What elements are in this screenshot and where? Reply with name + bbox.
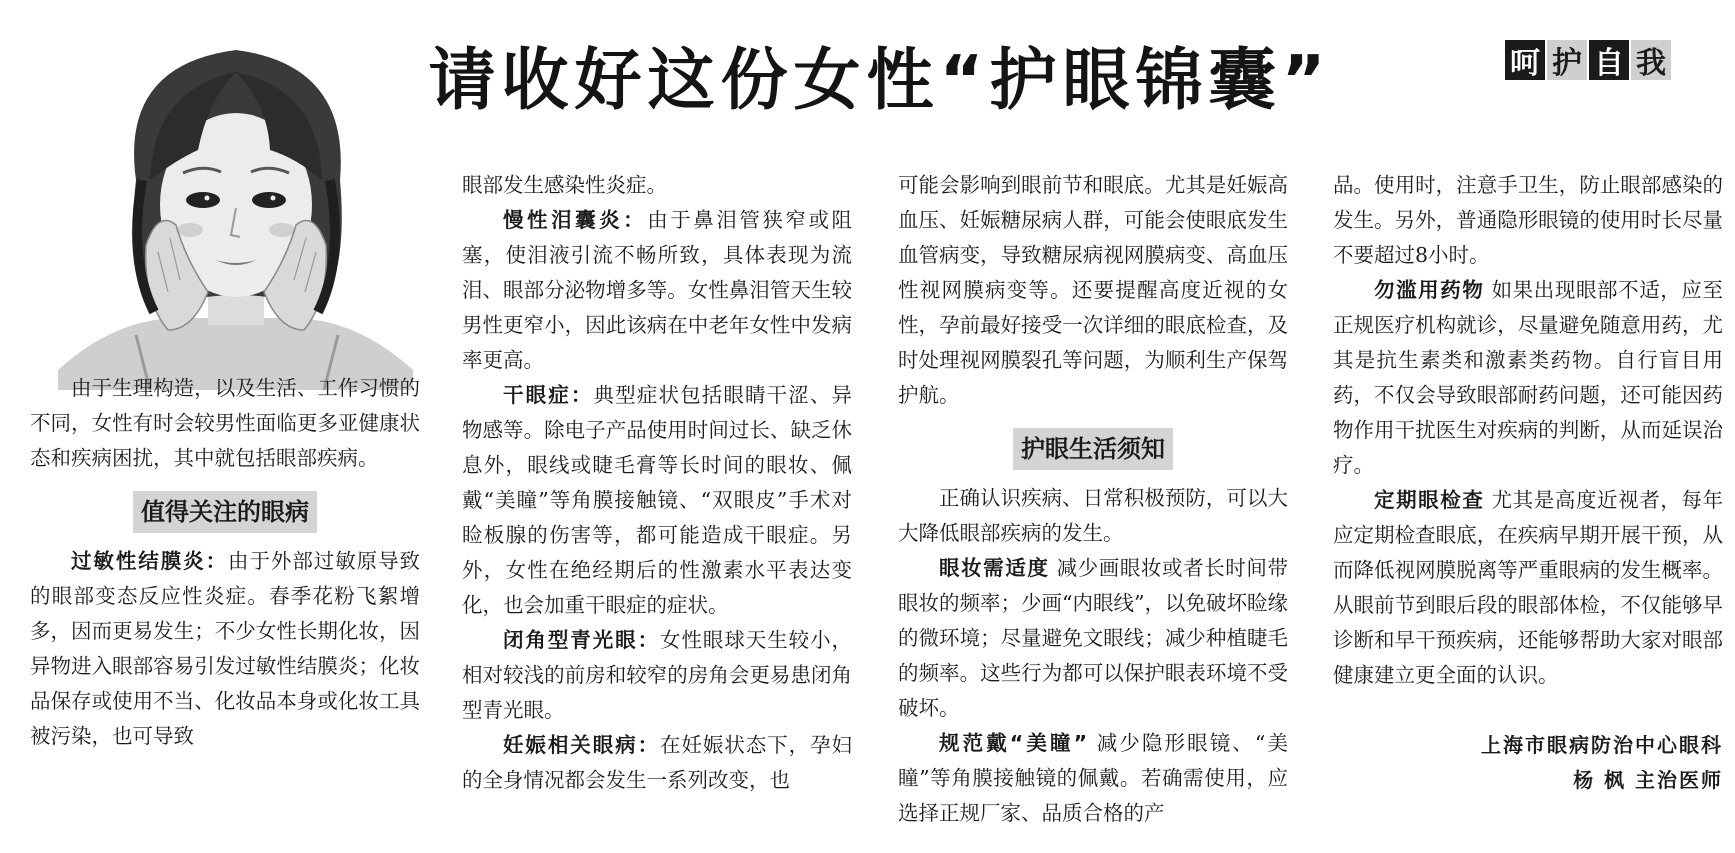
article-column-2	[462, 168, 852, 798]
term-makeup: 眼妆需适度	[939, 556, 1050, 580]
paragraph-contact-lens	[898, 726, 1288, 831]
paragraph-glaucoma	[462, 623, 852, 728]
term-medication: 勿滥用药物	[1374, 278, 1485, 302]
byline-author: 杨 枫 主治医师	[1573, 768, 1723, 792]
article-column-1	[30, 371, 420, 754]
paragraph-dacryocystitis	[462, 203, 852, 378]
term-dry-eye: 干眼症：	[503, 383, 594, 407]
column-tag-char: 我	[1631, 40, 1671, 80]
paragraph-dry-eye	[462, 378, 852, 623]
headline: 请收好这份女性“护眼锦囊”	[428, 41, 1332, 119]
byline-organization: 上海市眼病防治中心眼科	[1481, 733, 1723, 757]
section-heading-eye-care-tips: 护眼生活须知	[1013, 428, 1173, 470]
paragraph-continued: 品。使用时，注意手卫生，防止眼部感染的发生。另外，普通隐形眼镜的使用时长尽量不要超过8小时。	[1333, 173, 1723, 267]
text-checkup: 尤其是高度近视者，每年应定期检查眼底，在疾病早期开展干预，从而降低视网膜脱离等严重眼病的发生概率。从眼前节到眼后段的眼部体检，不仅能够早诊断和早干预疾病，还能够帮助大家对眼部健康建立更全面的认识。	[1333, 488, 1723, 687]
text-makeup: 减少画眼妆或者长时间带眼妆的频率；少画“内眼线”，以免破坏睑缘的微环境；尽量避免文眼线；减少种植睫毛的频率。这些行为都可以保护眼表环境不受破坏。	[898, 556, 1288, 720]
term-allergic-conjunctivitis: 过敏性结膜炎：	[71, 549, 229, 573]
text-contact-lens: 减少隐形眼镜、“美瞳”等角膜接触镜的佩戴。若确需使用，应选择正规厂家、品质合格的产	[898, 731, 1288, 825]
text-medication: 如果出现眼部不适，应至正规医疗机构就诊，尽量避免随意用药，尤其是抗生素类和激素类药物。自行盲目用药，不仅会导致眼部耐药问题，还可能因药物作用干扰医生对疾病的判断，从而延误治疗。	[1333, 278, 1723, 477]
column-tag-char: 呵	[1505, 40, 1545, 80]
term-contact-lens: 规范戴“美瞳”	[939, 731, 1089, 755]
paragraph-makeup	[898, 551, 1288, 726]
paragraph-continued: 眼部发生感染性炎症。	[462, 173, 667, 197]
section-heading-eye-diseases: 值得关注的眼病	[133, 491, 317, 533]
paragraph-lead: 正确认识疾病、日常积极预防，可以大大降低眼部疾病的发生。	[898, 486, 1288, 545]
term-checkup: 定期眼检查	[1374, 488, 1485, 512]
column-tag	[1505, 40, 1671, 80]
term-glaucoma: 闭角型青光眼：	[503, 628, 661, 652]
text-glaucoma: 女性眼球天生较小，相对较浅的前房和较窄的房角会更易患闭角型青光眼。	[462, 628, 853, 722]
text-dacryocystitis: 由于鼻泪管狭窄或阻塞，使泪液引流不畅所致，具体表现为流泪、眼部分泌物增多等。女性鼻泪管天生较男性更窄小，因此该病在中老年女性中发病率更高。	[462, 208, 853, 372]
intro-paragraph: 由于生理构造，以及生活、工作习惯的不同，女性有时会较男性面临更多亚健康状态和疾病困扰，其中就包括眼部疾病。	[30, 376, 420, 470]
column-tag-char: 护	[1547, 40, 1587, 80]
paragraph-medication	[1333, 273, 1723, 483]
woman-illustration	[58, 30, 413, 390]
paragraph-pregnancy	[462, 728, 852, 798]
text-allergic-conjunctivitis: 由于外部过敏原导致的眼部变态反应性炎症。春季花粉飞絮增多，因而更易发生；不少女性长期化妆，因异物进入眼部容易引发过敏性结膜炎；化妆品保存或使用不当、化妆品本身或化妆工具被污染，也可导致	[30, 549, 421, 748]
paragraph-continued: 可能会影响到眼前节和眼底。尤其是妊娠高血压、妊娠糖尿病人群，可能会使眼底发生血管病变，导致糖尿病视网膜病变、高血压性视网膜病变等。还要提醒高度近视的女性，孕前最好接受一次详细的眼底检查，及时处理视网膜裂孔等问题，为顺利生产保驾护航。	[898, 173, 1288, 407]
paragraph-checkup	[1333, 483, 1723, 693]
text-pregnancy: 在妊娠状态下，孕妇的全身情况都会发生一系列改变，也	[462, 733, 853, 792]
paragraph-allergic-conjunctivitis	[30, 544, 420, 754]
term-pregnancy: 妊娠相关眼病：	[503, 733, 661, 757]
article-column-3	[898, 168, 1288, 831]
article-column-4	[1333, 168, 1723, 798]
column-tag-char: 自	[1589, 40, 1629, 80]
term-dacryocystitis: 慢性泪囊炎：	[503, 208, 648, 232]
text-dry-eye: 典型症状包括眼睛干涩、异物感等。除电子产品使用时间过长、缺乏休息外，眼线或睫毛膏等长时间的眼妆、佩戴“美瞳”等角膜接触镜、“双眼皮”手术对睑板腺的伤害等，都可能造成干眼症。另外，女性在绝经期后的性激素水平表达变化，也会加重干眼症的症状。	[462, 383, 853, 617]
